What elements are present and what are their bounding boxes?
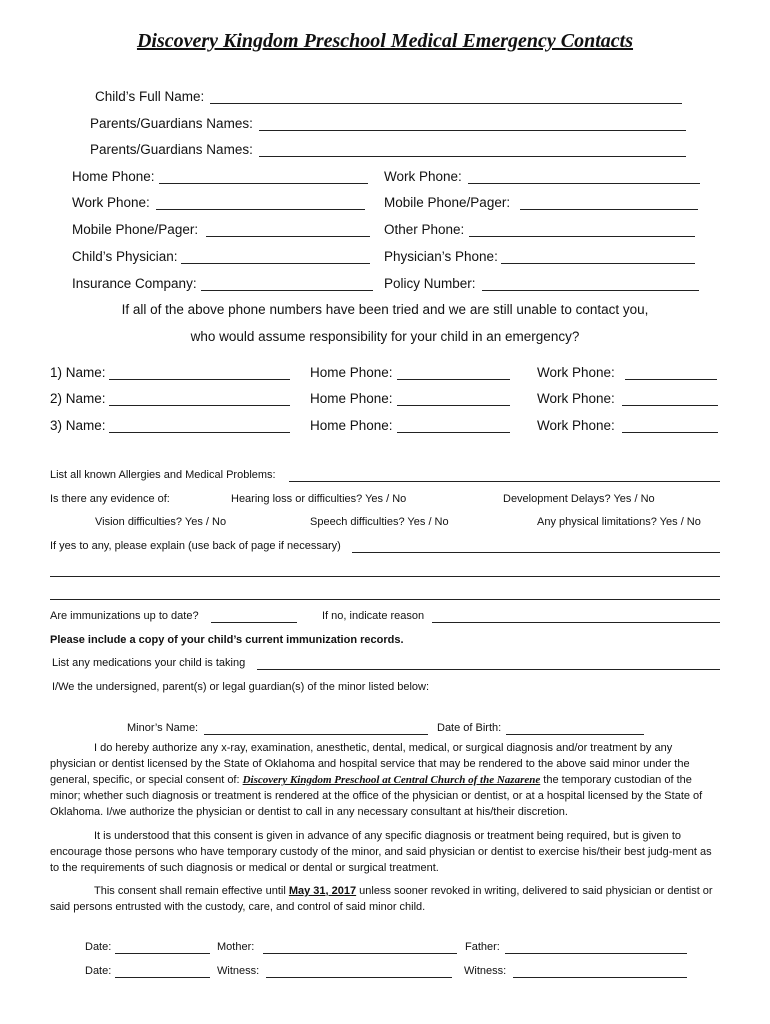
mobile-pager-label-right: Mobile Phone/Pager: [384,195,511,210]
contact-2-work-field[interactable] [622,405,718,406]
contact-1-name-field[interactable] [109,379,290,380]
child-full-name-field[interactable] [210,103,682,104]
policy-number-label: Policy Number: [384,276,476,291]
indicate-reason-label: If no, indicate reason [322,610,425,622]
contact-3-home-field[interactable] [397,432,510,433]
other-phone-field[interactable] [469,236,695,237]
child-full-name-label: Child’s Full Name: [95,89,205,104]
contact-3-name-label: 3) Name: [50,418,106,433]
consent-text-3b: unless sooner revoked in writing, delivered to said physician or dentist or said persons entrusted with the custody, care, and control of said minor child. [50,885,713,913]
explain-field-line-3[interactable] [50,599,720,600]
contact-3-work-label: Work Phone: [537,418,615,433]
contact-1-work-label: Work Phone: [537,365,615,380]
form-title: Discovery Kingdom Preschool Medical Emergency Contacts [136,30,634,52]
insurance-company-field[interactable] [201,290,373,291]
consent-paragraph-3 [50,883,720,915]
parents-names-label-1: Parents/Guardians Names: [90,116,253,131]
consent-paragraph-2 [50,828,720,876]
contact-3-work-field[interactable] [622,432,718,433]
contact-2-home-label: Home Phone: [310,391,393,406]
indicate-reason-field[interactable] [432,622,720,623]
development-question[interactable]: Development Delays? Yes / No [503,493,655,505]
insurance-company-label: Insurance Company: [72,276,197,291]
immunizations-field[interactable] [211,622,297,623]
physicians-phone-field[interactable] [501,263,695,264]
father-label: Father: [465,941,500,953]
hearing-question[interactable]: Hearing loss or difficulties? Yes / No [231,493,407,505]
physicians-phone-label: Physician’s Phone: [384,249,498,264]
evidence-label: Is there any evidence of: [50,493,170,505]
allergies-field[interactable] [289,481,720,482]
consent-text-1a: I do hereby authorize any x-ray, examination, anesthetic, dental, medical, or surgical diagnosis and/or treatment by any physician or dentist licensed by the State of Oklahoma and hospital service that may be rendered to the above said minor under the general, specific, or special consent of: [50,742,690,786]
mobile-pager-field-right[interactable] [520,209,698,210]
witness-label-2: Witness: [464,965,507,977]
immunizations-label: Are immunizations up to date? [50,610,199,622]
parents-names-field-2[interactable] [259,156,686,157]
witness-signature-field-2[interactable] [513,977,687,978]
consent-text-1b: the temporary custodian of the minor; whether such diagnosis or treatment is rendered at the office of the physician or dentist, or at a hospital licensed by the State of Oklahoma. I/we authorize the physician or dentist to call in any necessary consultant at his/their discretion. [50,774,703,818]
work-phone-field-left[interactable] [156,209,365,210]
consent-text-3a: This consent shall remain effective until [94,885,289,897]
contact-3-name-field[interactable] [109,432,290,433]
signature-date-field-1[interactable] [115,953,210,954]
contact-2-name-label: 2) Name: [50,391,106,406]
mother-signature-field[interactable] [263,953,457,954]
consent-paragraph-1 [50,740,720,820]
father-signature-field[interactable] [505,953,687,954]
mobile-pager-label-left: Mobile Phone/Pager: [72,222,199,237]
minors-name-field[interactable] [204,734,428,735]
date-of-birth-field[interactable] [506,734,644,735]
childs-physician-field[interactable] [181,263,370,264]
emergency-prompt-line-2: who would assume responsibility for your child in an emergency? [190,329,580,344]
work-phone-label-left: Work Phone: [72,195,150,210]
signature-date-label-2: Date: [85,965,112,977]
contact-2-name-field[interactable] [109,405,290,406]
signature-date-field-2[interactable] [115,977,210,978]
work-phone-label-right: Work Phone: [384,169,462,184]
other-phone-label: Other Phone: [384,222,465,237]
policy-number-field[interactable] [482,290,699,291]
medications-label: List any medications your child is taking [52,657,246,669]
mother-label: Mother: [217,941,255,953]
mobile-pager-field-left[interactable] [206,236,370,237]
signature-date-label-1: Date: [85,941,112,953]
undersigned-statement: I/We the undersigned, parent(s) or legal guardian(s) of the minor listed below: [52,681,430,693]
contact-1-home-label: Home Phone: [310,365,393,380]
immunization-copy-note: Please include a copy of your child’s current immunization records. [50,634,404,646]
medications-field[interactable] [257,669,720,670]
witness-label-1: Witness: [217,965,260,977]
contact-1-home-field[interactable] [397,379,510,380]
witness-signature-field-1[interactable] [266,977,452,978]
date-of-birth-label: Date of Birth: [437,722,502,734]
work-phone-field-right[interactable] [468,183,700,184]
contact-2-work-label: Work Phone: [537,391,615,406]
custodian-organization: Discovery Kingdom Preschool at Central Church of the Nazarene [242,774,541,786]
explain-label: If yes to any, please explain (use back of page if necessary) [50,540,341,552]
consent-expiry-date: May 31, 2017 [288,885,357,897]
home-phone-label: Home Phone: [72,169,155,184]
parents-names-field-1[interactable] [259,130,686,131]
parents-names-label-2: Parents/Guardians Names: [90,142,253,157]
contact-1-name-label: 1) Name: [50,365,106,380]
childs-physician-label: Child’s Physician: [72,249,178,264]
allergies-label: List all known Allergies and Medical Problems: [50,469,276,481]
contact-1-work-field[interactable] [625,379,717,380]
contact-3-home-label: Home Phone: [310,418,393,433]
speech-question[interactable]: Speech difficulties? Yes / No [310,516,449,528]
consent-text-2: It is understood that this consent is given in advance of any specific diagnosis or treatment being required, but is given to encourage those persons who have temporary custody of the minor, and said physician or dentist to exercise his/their best judg-ment as to the requirements of such diagnosis or medical or dental or surgical treatment. [50,830,712,874]
physical-question[interactable]: Any physical limitations? Yes / No [537,516,701,528]
home-phone-field[interactable] [159,183,368,184]
explain-field-line-2[interactable] [50,576,720,577]
contact-2-home-field[interactable] [397,405,510,406]
vision-question[interactable]: Vision difficulties? Yes / No [95,516,227,528]
minors-name-label: Minor’s Name: [127,722,199,734]
emergency-prompt-line-1: If all of the above phone numbers have been tried and we are still unable to contact you, [121,302,649,317]
explain-field[interactable] [352,552,720,553]
